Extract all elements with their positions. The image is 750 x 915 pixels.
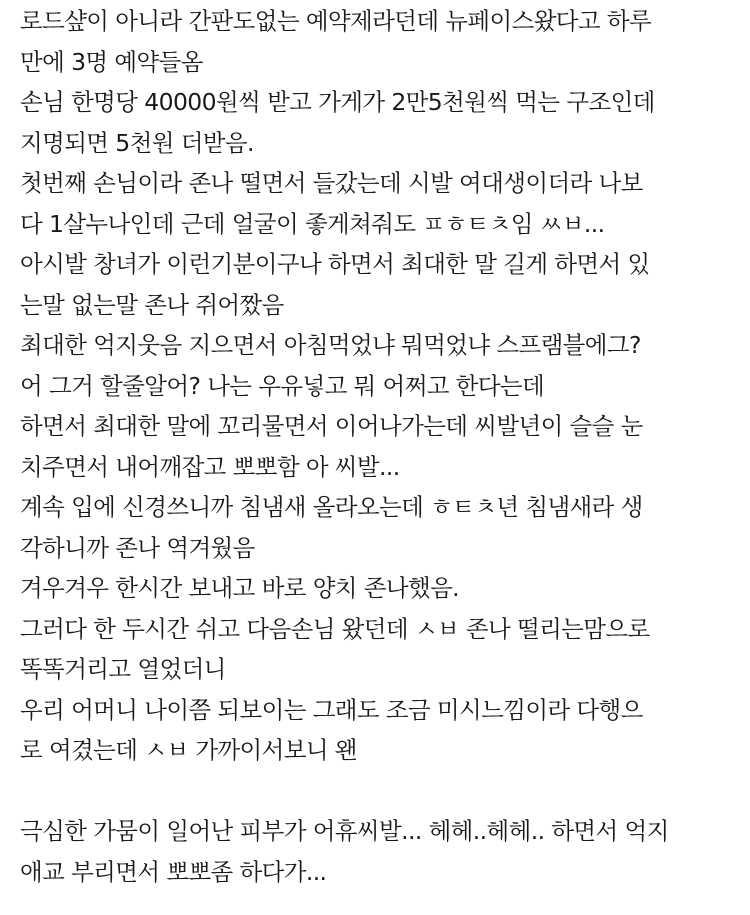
text-line: 우리 어머니 나이쯤 되보이는 그래도 조금 미시느낌이라 다행으 — [20, 695, 643, 724]
blank-line — [20, 771, 735, 812]
text-line: 로드샾이 아니라 간판도없는 예약제라던데 뉴페이스왔다고 하루 — [20, 7, 652, 35]
text-line: 극심한 가뭄이 일어난 피부가 어휴씨발... 헤헤..헤헤.. 하면서 억지 — [20, 817, 669, 845]
text-line: 로 여겼는데 ㅅㅂ 가까이서보니 왠 — [20, 736, 357, 764]
text-line: 각하니까 존나 역겨웠음 — [20, 533, 255, 562]
post-body — [20, 1, 735, 892]
text-line: 아시발 창녀가 이런기분이구나 하면서 최대한 말 길게 하면서 있 — [20, 250, 650, 278]
text-line: 계속 입에 신경쓰니까 침냄새 올라오는데 ㅎㅌㅊ년 침냄새라 생 — [20, 493, 643, 521]
text-line: 지명되면 5천원 더받음. — [20, 128, 254, 157]
text-line: 첫번째 손님이라 존나 떨면서 들갔는데 시발 여대생이더라 나보 — [20, 169, 643, 197]
text-line: 최대한 억지웃음 지으면서 아침먹었냐 뭐먹었냐 스프램블에그? — [20, 331, 641, 359]
text-line: 똑똑거리고 열었더니 — [20, 655, 226, 683]
text-line: 어 그거 할줄알어? 나는 우유넣고 뭐 어쩌고 한다는데 — [20, 371, 545, 400]
text-line: 그러다 한 두시간 쉬고 다음손님 왔던데 ㅅㅂ 존나 떨리는맘으로 — [20, 614, 650, 643]
text-line: 다 1살누나인데 근데 얼굴이 좋게쳐줘도 ㅍㅎㅌㅊ임 ㅆㅂ... — [20, 209, 605, 238]
text-line: 애교 부리면서 뽀뽀좀 하다가... — [20, 857, 327, 886]
text-line: 겨우겨우 한시간 보내고 바로 양치 존나했음. — [20, 574, 460, 602]
text-line: 치주면서 내어깨잡고 뽀뽀함 아 씨발... — [20, 452, 400, 481]
text-line: 는말 없는말 존나 쥐어짰음 — [20, 290, 284, 319]
text-line: 만에 3명 예약들옴 — [20, 47, 203, 76]
text-line: 하면서 최대한 말에 꼬리물면서 이어나가는데 씨발년이 슬슬 눈 — [20, 412, 643, 440]
text-line: 손님 한명당 40000원씩 받고 가게가 2만5천원씩 먹는 구조인데 — [20, 88, 655, 116]
